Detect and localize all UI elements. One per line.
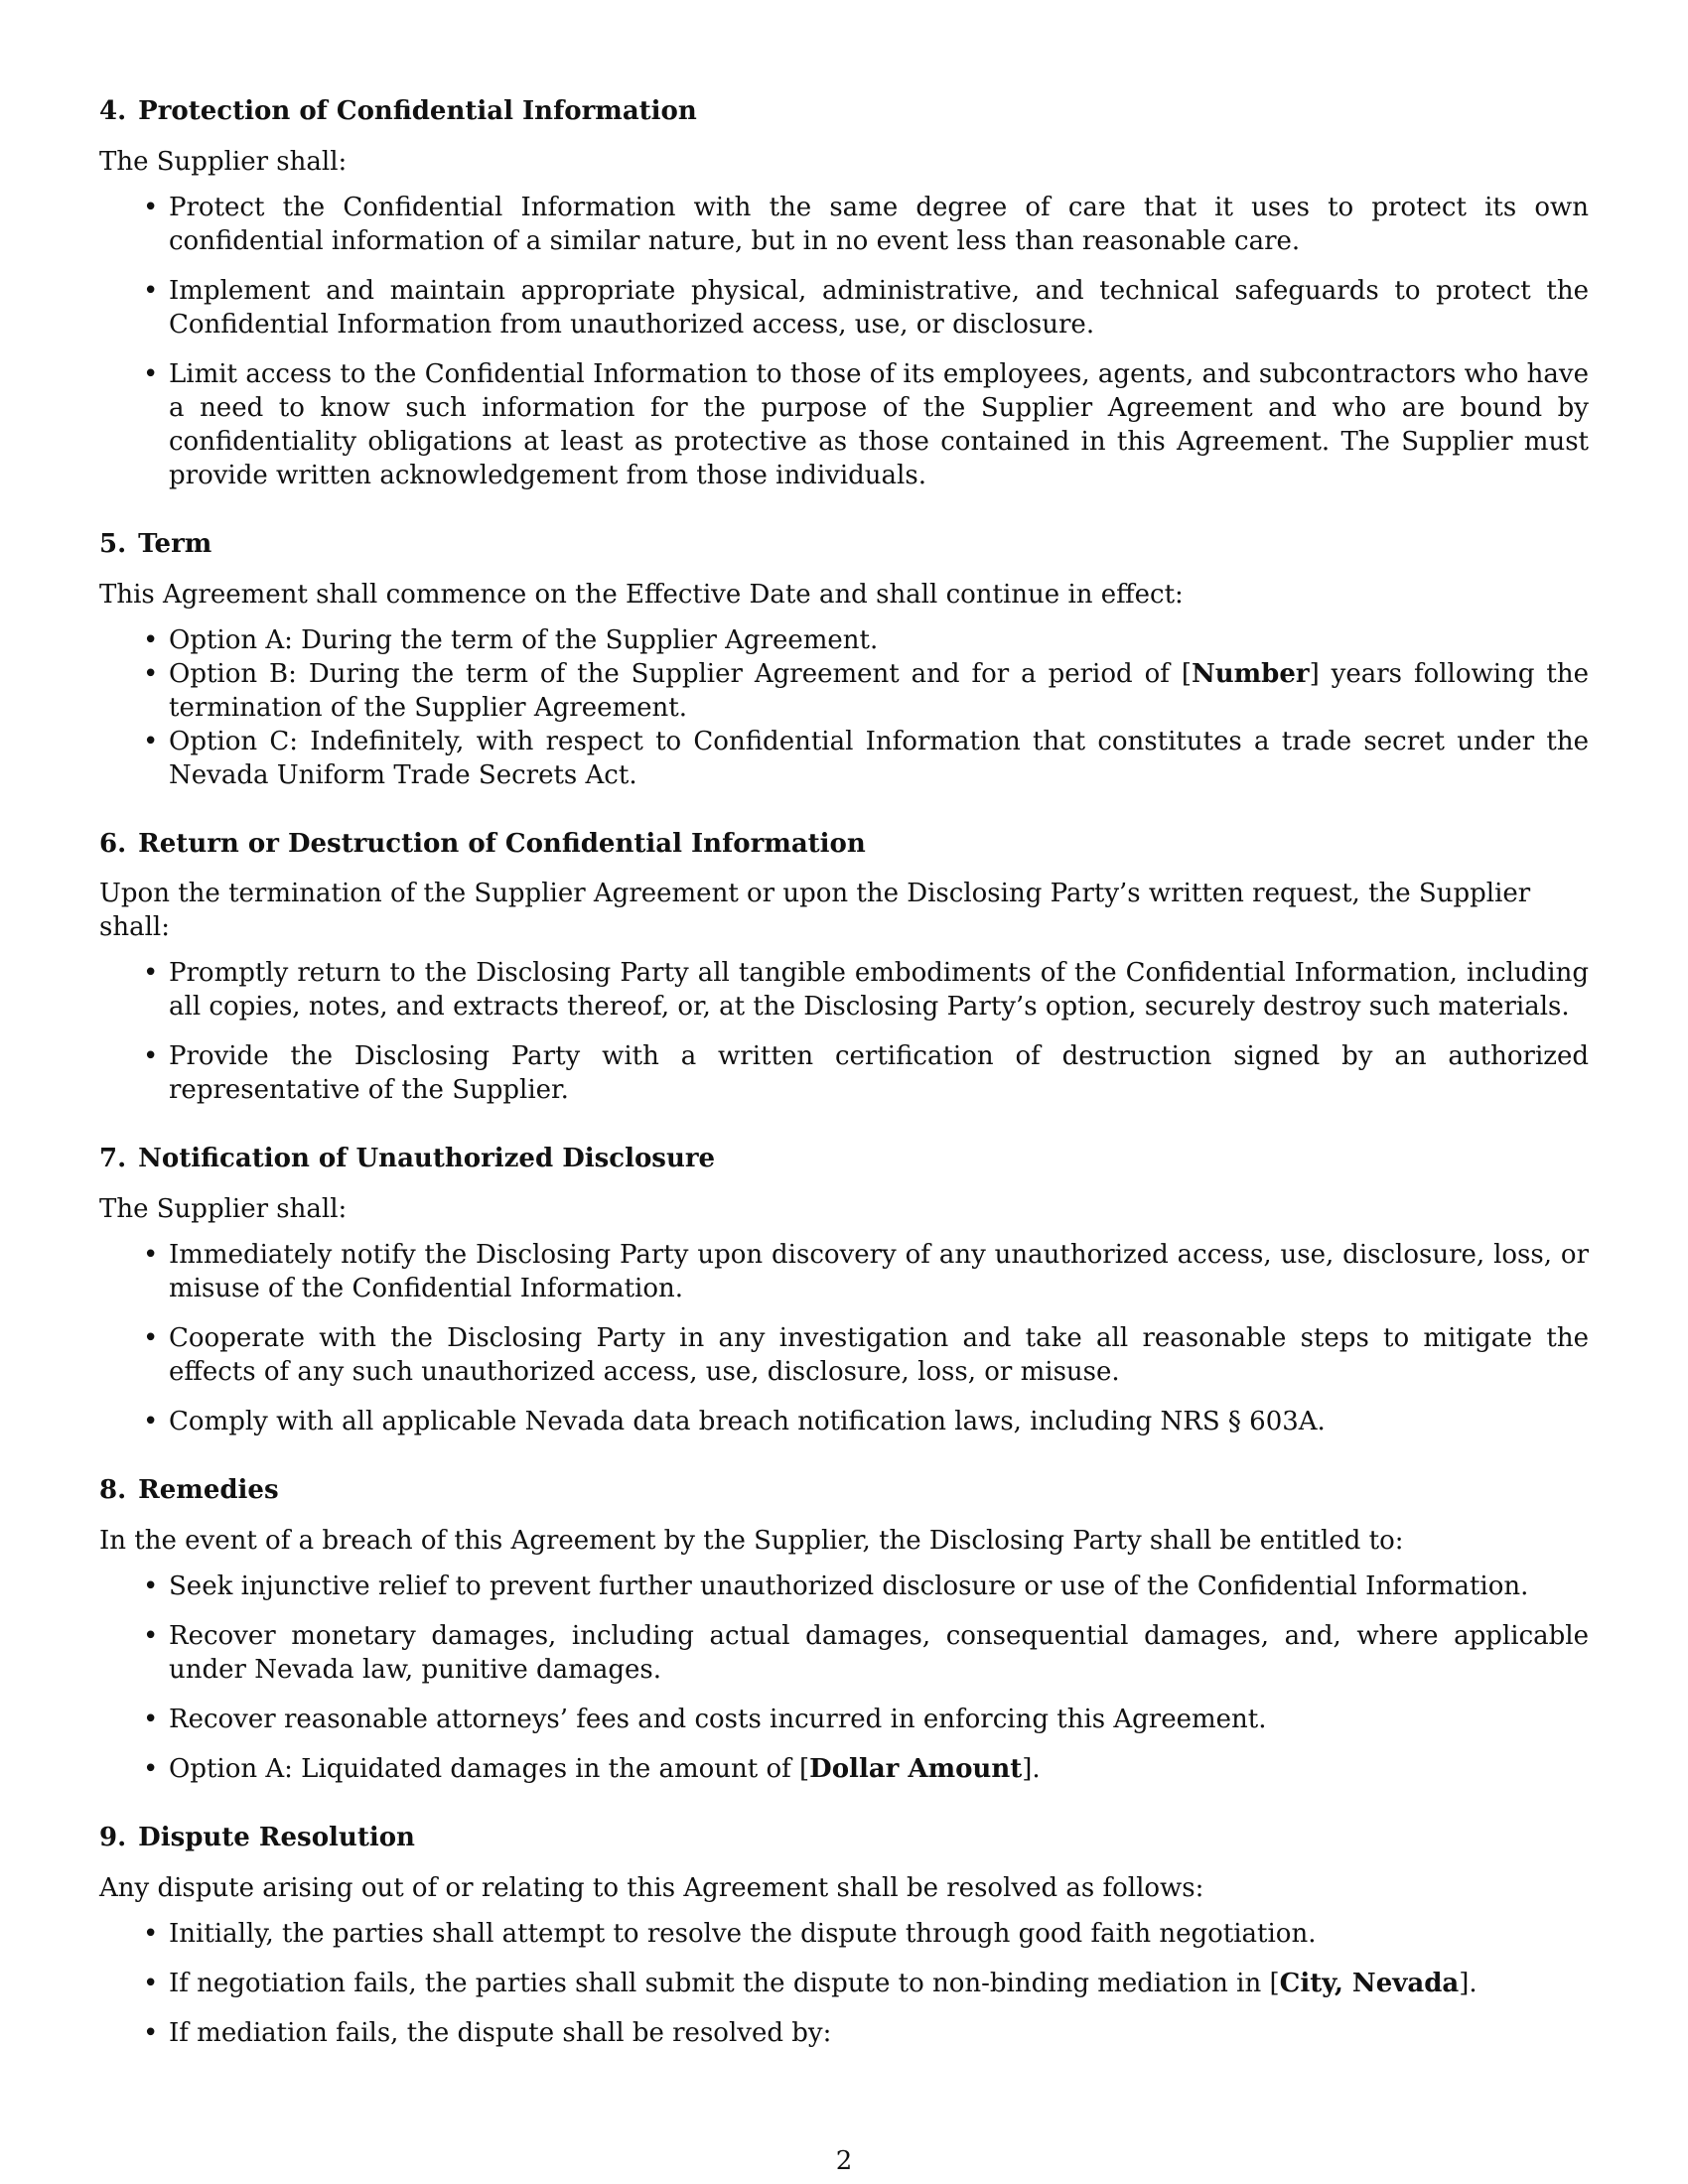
bullet-icon: •: [143, 726, 159, 756]
bullet-icon: •: [143, 624, 159, 655]
document-page: [99, 95, 1589, 2086]
bullet-icon: •: [143, 958, 159, 989]
section-heading: 7. Notification of Unauthorized Disclosure: [99, 1144, 716, 1174]
bullet-icon: •: [143, 1704, 159, 1734]
bullet-icon: •: [143, 1968, 159, 1998]
list-item: • Implement and maintain appropriate physical, administrative, and technical safeguards to protect the Confidential Information from unauthorized access, use, or disclosure.: [143, 275, 1589, 340]
section-protection: [99, 95, 1589, 492]
list-item: • Promptly return to the Disclosing Party all tangible embodiments of the Confidential Information, including all copies, notes, and extracts thereof, or, at the Disclosing Party’s option, securely destroy such materials.: [143, 958, 1589, 1023]
bullet-icon: •: [143, 1918, 159, 1949]
section-heading: 8. Remedies: [99, 1475, 279, 1506]
bullet-list: [99, 191, 1589, 492]
bullet-icon: •: [143, 1323, 159, 1354]
section-return-destruction: [99, 828, 1589, 1108]
section-intro: In the event of a breach of this Agreement by the Supplier, the Disclosing Party shall be entitled to:: [99, 1525, 1404, 1556]
bullet-icon: •: [143, 1041, 159, 1072]
list-item: • Option C: Indefinitely, with respect to Confidential Information that constitutes a trade secret under the Nevada Uniform Trade Secrets Act.: [143, 726, 1589, 790]
section-heading: 4. Protection of Confidential Information: [99, 96, 697, 126]
placeholder-city: City, Nevada: [1279, 1968, 1460, 1998]
section-intro: The Supplier shall:: [99, 146, 348, 177]
section-intro: The Supplier shall:: [99, 1194, 348, 1225]
section-heading: 6. Return or Destruction of Confidential Information: [99, 828, 866, 859]
list-item: • Protect the Confidential Information with the same degree of care that it uses to protect its own confidential information of a similar nature, but in no event less than reasonable care.: [143, 192, 1589, 256]
section-heading: 5. Term: [99, 528, 212, 559]
placeholder-number: Number: [1191, 658, 1310, 689]
list-item: • Recover monetary damages, including actual damages, consequential damages, and, where applicable under Nevada law, punitive damages.: [143, 1620, 1589, 1685]
list-item: • Limit access to the Confidential Information to those of its employees, agents, and subcontractors who have a need to know such information for the purpose of the Supplier Agreement and who are bound by confidentiality obligations at least as protective as those contained in this Agreement. The Supplier must provide written acknowledgement from those individuals.: [143, 358, 1589, 490]
bullet-list: [99, 1570, 1589, 1786]
list-item: • Comply with all applicable Nevada data breach notification laws, including NRS § 603A.: [143, 1407, 1326, 1437]
bullet-icon: •: [143, 1570, 159, 1601]
bullet-list: [99, 1238, 1589, 1438]
list-item: • Recover reasonable attorneys’ fees and costs incurred in enforcing this Agreement.: [143, 1704, 1267, 1734]
section-intro: Upon the termination of the Supplier Agreement or upon the Disclosing Party’s written request, the Supplier shall:: [99, 879, 1531, 943]
section-intro: Any dispute arising out of or relating to this Agreement shall be resolved as follows:: [99, 1872, 1204, 1903]
bullet-icon: •: [143, 1240, 159, 1271]
bullet-icon: •: [143, 1753, 159, 1784]
bullet-list: [99, 956, 1589, 1107]
list-item: • If negotiation fails, the parties shall submit the dispute to non-binding mediation in [City, Nevada].: [143, 1968, 1477, 1998]
bullet-icon: •: [143, 358, 159, 389]
section-notification: [99, 1143, 1589, 1438]
list-item: • Immediately notify the Disclosing Party upon discovery of any unauthorized access, use, disclosure, loss, or misuse of the Confidential Information.: [143, 1240, 1589, 1304]
bullet-list: [99, 623, 1589, 792]
bullet-icon: •: [143, 1407, 159, 1437]
bullet-icon: •: [143, 1620, 159, 1651]
section-intro: This Agreement shall commence on the Effective Date and shall continue in effect:: [99, 579, 1184, 610]
bullet-icon: •: [143, 275, 159, 306]
bullet-list: [99, 1917, 1589, 2050]
list-item: • Cooperate with the Disclosing Party in any investigation and take all reasonable steps to mitigate the effects of any such unauthorized access, use, disclosure, loss, or misuse.: [143, 1323, 1589, 1388]
list-item: • Option A: Liquidated damages in the amount of [Dollar Amount].: [143, 1753, 1041, 1784]
list-item: • If mediation fails, the dispute shall be resolved by:: [143, 2017, 832, 2048]
bullet-icon: •: [143, 2017, 159, 2048]
section-term: [99, 528, 1589, 792]
placeholder-dollar-amount: Dollar Amount: [809, 1753, 1023, 1784]
list-item: • Initially, the parties shall attempt to resolve the dispute through good faith negotiation.: [143, 1918, 1317, 1949]
list-item: • Option A: During the term of the Supplier Agreement.: [143, 624, 879, 655]
section-dispute-resolution: [99, 1822, 1589, 2050]
bullet-icon: •: [143, 658, 159, 689]
list-item: • Provide the Disclosing Party with a written certification of destruction signed by an authorized representative of the Supplier.: [143, 1041, 1589, 1106]
section-heading: 9. Dispute Resolution: [99, 1822, 415, 1852]
bullet-icon: •: [143, 192, 159, 222]
list-item: • Option B: During the term of the Supplier Agreement and for a period of [Number] years following the termination of the Supplier Agreement.: [143, 658, 1589, 723]
page-number: 2: [835, 2146, 853, 2176]
section-remedies: [99, 1474, 1589, 1786]
list-item: • Seek injunctive relief to prevent further unauthorized disclosure or use of the Confidential Information.: [143, 1570, 1529, 1601]
